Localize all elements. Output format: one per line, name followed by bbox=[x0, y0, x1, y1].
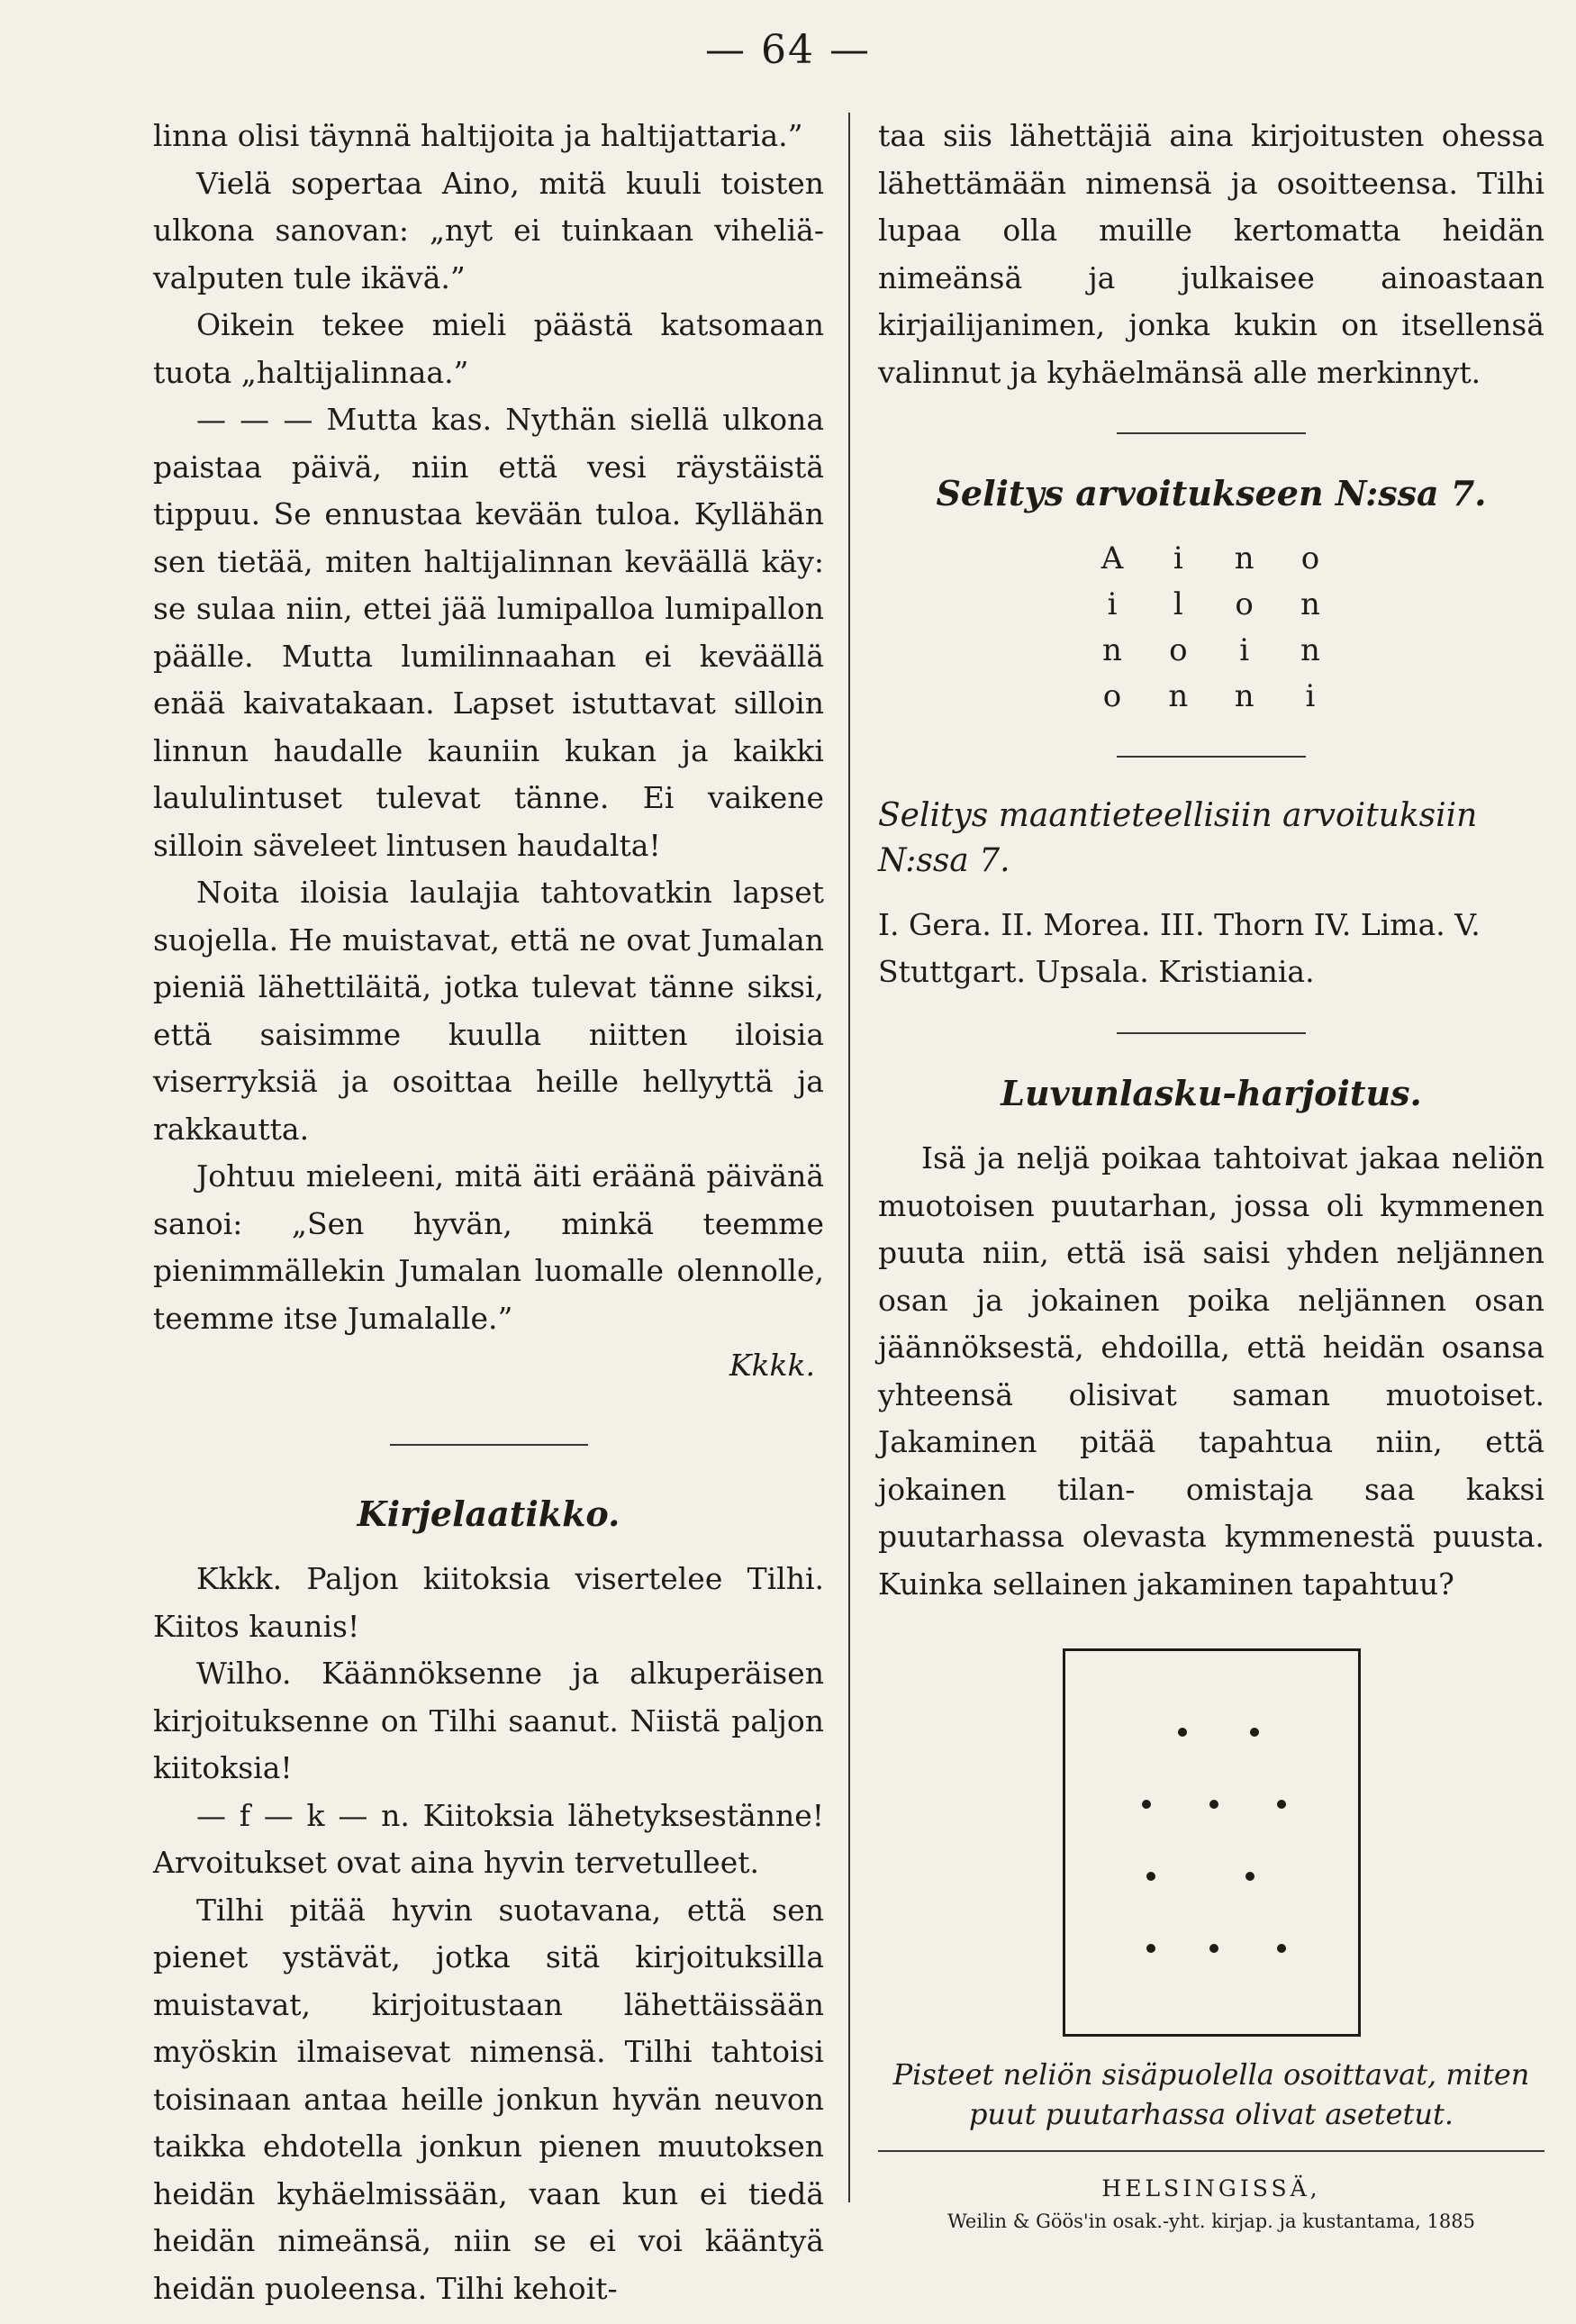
letter-reply: Tilhi pitää hyvin suotavana, että sen pienet ystävät, jotka sitä kirjoituksilla muistavat, kirjoitustaan lähettäissään myöskin ilmaisevat nimensä. Tilhi tahtoisi toisinaan antaa heille jonkun hyvän neuvon taikka ehdotella jonkun pienen muutoksen heidän kyhäelmissään, vaan kun ei tiedä heidän nimeänsä, niin se ei voi kääntyä heidän puoleensa. Tilhi kehoit- bbox=[153, 1892, 824, 2306]
geography-answers: I. Gera. II. Morea. III. Thorn IV. Lima. V. Stuttgart. Upsala. Kristiania. bbox=[878, 906, 1481, 989]
letter: o bbox=[1300, 540, 1320, 576]
letter: l bbox=[1173, 586, 1183, 622]
tree-dot bbox=[1250, 1728, 1259, 1737]
section-divider bbox=[1117, 432, 1306, 434]
word-square bbox=[1085, 536, 1337, 720]
riddle-answer-heading: Selitys arvoitukseen N:ssa 7. bbox=[936, 473, 1487, 513]
tree-dot bbox=[1277, 1944, 1286, 1953]
tree-dot bbox=[1178, 1728, 1187, 1737]
word-square-row bbox=[1085, 674, 1337, 720]
word-square-row bbox=[1085, 582, 1337, 628]
letter: n bbox=[1300, 631, 1320, 668]
letter: n bbox=[1300, 586, 1320, 622]
right-column bbox=[878, 113, 1544, 2237]
tree-dot bbox=[1146, 1872, 1155, 1881]
tree-dot bbox=[1209, 1944, 1218, 1953]
paragraph: Vielä sopertaa Aino, mitä kuuli toisten ulkona sanovan: „nyt ei tuinkaan viheliä-valputen tule ikävä.” bbox=[153, 165, 824, 295]
letter: n bbox=[1234, 677, 1254, 714]
letter: i bbox=[1107, 586, 1118, 622]
section-divider bbox=[1117, 756, 1306, 758]
letter: i bbox=[1239, 631, 1250, 668]
letter-reply: Wilho. Käännöksenne ja alkuperäisen kirjoituksenne on Tilhi saanut. Niistä paljon kiitoksia! bbox=[153, 1656, 824, 1785]
tree-dot bbox=[1209, 1800, 1218, 1809]
paragraph: — — — Mutta kas. Nythän siellä ulkona paistaa päivä, niin että vesi räystäistä tippuu. Se ennustaa kevään tuloa. Kyllähän sen tietää, miten haltijalinnan keväällä käy: se sulaa niin, ettei jää lumipalloa lumipallon päälle. Mutta lumilinnaahan ei keväällä enää kaivatakaan. Lapset istuttavat silloin linnun haudalle kauniin kukan ja kaikki laululintuset tulevat tänne. Ei vaikene silloin säveleet lintusen haudalta! bbox=[153, 402, 824, 863]
letter: o bbox=[1235, 586, 1254, 622]
left-column bbox=[153, 113, 824, 2312]
letter-reply: Kkkk. Paljon kiitoksia visertelee Tilhi. Kiitos kaunis! bbox=[153, 1561, 824, 1644]
paragraph: linna olisi täynnä haltijoita ja haltijattaria.” bbox=[153, 118, 803, 153]
paragraph: Johtuu mieleeni, mitä äiti eräänä päivänä sanoi: „Sen hyvän, minkä teemme pienimmällekin Jumalan luomalle olennolle, teemme itse Jumalalle.” bbox=[153, 1158, 824, 1336]
tree-dot bbox=[1277, 1800, 1286, 1809]
paragraph: Oikein tekee mieli päästä katsomaan tuota „haltijalinnaa.” bbox=[153, 307, 824, 390]
section-heading-kirjelaatikko: Kirjelaatikko. bbox=[357, 1493, 620, 1534]
tree-dot bbox=[1142, 1800, 1151, 1809]
section-divider bbox=[390, 1444, 588, 1446]
garden-square-figure bbox=[1063, 1648, 1361, 2037]
letter: o bbox=[1169, 631, 1188, 668]
imprint-city: HELSINGISSÄ, bbox=[1101, 2175, 1321, 2201]
paragraph: Noita iloisia laulajia tahtovatkin lapset suojella. He muistavat, että ne ovat Jumalan pieniä lähettiläitä, jotka tulevat tänne siksi, että saisimme kuulla niitten iloisia viserryksiä ja osoittaa heille hellyyttä ja rakkautta. bbox=[153, 875, 824, 1147]
letter: i bbox=[1305, 677, 1316, 714]
letter: n bbox=[1234, 540, 1254, 576]
paragraph: taa siis lähettäjiä aina kirjoitusten ohessa lähettämään nimensä ja osoitteensa. Tilhi lupaa olla muille kertomatta heidän nimeänsä ja julkaisee ainoastaan kirjailijanimen, jonka kukin on itsellensä valinnut ja kyhäelmänsä alle merkinnyt. bbox=[878, 118, 1544, 390]
letter: A bbox=[1100, 540, 1124, 576]
imprint-divider bbox=[878, 2150, 1544, 2152]
tree-dot bbox=[1146, 1944, 1155, 1953]
tree-dot bbox=[1245, 1872, 1254, 1881]
geography-answer-heading: Selitys maantieteellisiin arvoituksiin N:ssa 7. bbox=[878, 796, 1478, 879]
signature: Kkkk. bbox=[729, 1348, 815, 1383]
letter: n bbox=[1102, 631, 1122, 668]
math-exercise-heading: Luvunlasku-harjoitus. bbox=[1001, 1072, 1422, 1113]
column-divider bbox=[848, 113, 850, 2202]
math-exercise-text: Isä ja neljä poikaa tahtoivat jakaa neliön muotoisen puutarhan, jossa oli kymmenen puuta niin, että isä saisi yhden neljännen osan ja jokainen poika neljännen osan jäännöksestä, ehdoilla, että heidän osansa yhteensä olisivat saman muotoiset. Jakaminen pitää tapahtua niin, että jokainen tilan- omistaja saa kaksi puutarhassa olevasta kymmenestä puusta. Kuinka sellainen jakaminen tapahtuu? bbox=[878, 1140, 1544, 1602]
page-number: — 64 — bbox=[705, 27, 871, 73]
word-square-row bbox=[1085, 628, 1337, 674]
letter: i bbox=[1173, 540, 1183, 576]
figure-caption: Pisteet neliön sisäpuolella osoittavat, miten puut puutarhassa olivat asetetut. bbox=[892, 2057, 1530, 2131]
section-divider bbox=[1117, 1032, 1306, 1034]
letter-reply: — f — k — n. Kiitoksia lähetyksestänne! Arvoitukset ovat aina hyvin tervetulleet. bbox=[153, 1797, 824, 1880]
letter: n bbox=[1168, 677, 1189, 714]
letter: o bbox=[1102, 677, 1122, 714]
word-square-row bbox=[1085, 536, 1337, 582]
imprint-publisher: Weilin & Göös'in osak.-yht. kirjap. ja kustantama, 1885 bbox=[947, 2211, 1475, 2232]
